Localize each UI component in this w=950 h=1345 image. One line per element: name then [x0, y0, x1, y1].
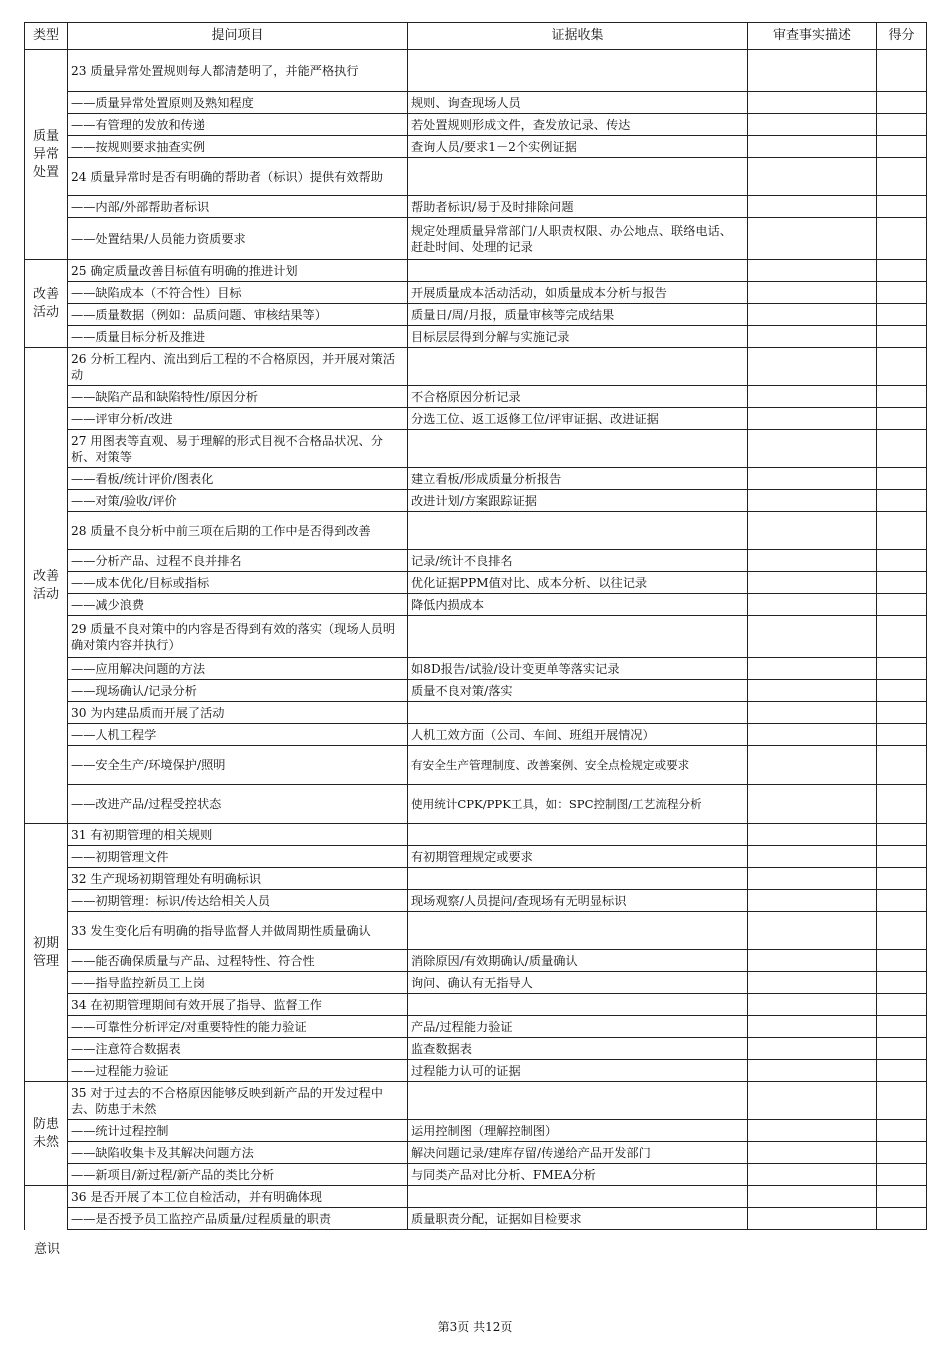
table-row	[25, 386, 927, 408]
question-cell: 26 分析工程内、流出到后工程的不合格原因，并开展对策活动	[68, 348, 408, 386]
evidence-cell	[408, 512, 748, 550]
facts-cell[interactable]	[748, 550, 877, 572]
table-row	[25, 1082, 927, 1120]
table-row	[25, 950, 927, 972]
score-cell[interactable]	[877, 616, 927, 658]
score-cell[interactable]	[877, 994, 927, 1016]
question-cell: 31 有初期管理的相关规则	[68, 824, 408, 846]
score-cell[interactable]	[877, 658, 927, 680]
facts-cell[interactable]	[748, 824, 877, 846]
facts-cell[interactable]	[748, 572, 877, 594]
question-cell: ——质量异常处置原则及熟知程度	[68, 92, 408, 114]
question-cell: ——质量数据（例如：品质问题、审核结果等）	[68, 304, 408, 326]
score-cell[interactable]	[877, 326, 927, 348]
page-footer: 第3页 共12页	[437, 1320, 513, 1334]
trailing-category-label: 意识	[34, 1242, 61, 1257]
table-header-row	[25, 23, 927, 50]
facts-cell[interactable]	[748, 50, 877, 92]
table-row	[25, 1120, 927, 1142]
score-cell[interactable]	[877, 1142, 927, 1164]
facts-cell[interactable]	[748, 92, 877, 114]
table-row	[25, 1016, 927, 1038]
table-row	[25, 158, 927, 196]
score-cell[interactable]	[877, 846, 927, 868]
evidence-cell: 质量职责分配，证据如目检要求	[408, 1208, 748, 1230]
facts-cell[interactable]	[748, 326, 877, 348]
question-cell: ——人机工程学	[68, 724, 408, 746]
evidence-cell: 改进计划/方案跟踪证据	[408, 490, 748, 512]
evidence-cell: 降低内损成本	[408, 594, 748, 616]
table-row	[25, 50, 927, 92]
table-row	[25, 972, 927, 994]
table-row	[25, 1142, 927, 1164]
table-row	[25, 468, 927, 490]
header-evidence: 证据收集	[408, 23, 748, 50]
category-cell	[25, 1186, 68, 1230]
facts-cell[interactable]	[748, 158, 877, 196]
evidence-cell: 询问、确认有无指导人	[408, 972, 748, 994]
category-cell: 质量异常处置	[25, 50, 68, 260]
question-cell: ——初期管理：标识/传达给相关人员	[68, 890, 408, 912]
evidence-cell	[408, 912, 748, 950]
table-row	[25, 136, 927, 158]
score-cell[interactable]	[877, 50, 927, 92]
question-cell: ——新项目/新过程/新产品的类比分析	[68, 1164, 408, 1186]
score-cell[interactable]	[877, 1038, 927, 1060]
question-cell: ——改进产品/过程受控状态	[68, 785, 408, 824]
facts-cell[interactable]	[748, 196, 877, 218]
score-cell[interactable]	[877, 572, 927, 594]
score-cell[interactable]	[877, 1120, 927, 1142]
evidence-cell: 有初期管理规定或要求	[408, 846, 748, 868]
score-cell[interactable]	[877, 594, 927, 616]
evidence-cell	[408, 994, 748, 1016]
question-cell: 24 质量异常时是否有明确的帮助者（标识）提供有效帮助	[68, 158, 408, 196]
question-cell: ——按规则要求抽查实例	[68, 136, 408, 158]
score-cell[interactable]	[877, 158, 927, 196]
question-cell: ——安全生产/环境保护/照明	[68, 746, 408, 785]
evidence-cell: 目标层层得到分解与实施记录	[408, 326, 748, 348]
score-cell[interactable]	[877, 490, 927, 512]
table-row	[25, 550, 927, 572]
score-cell[interactable]	[877, 260, 927, 282]
facts-cell[interactable]	[748, 408, 877, 430]
evidence-cell: 分选工位、返工返修工位/评审证据、改进证据	[408, 408, 748, 430]
question-cell: 33 发生变化后有明确的指导监督人并做周期性质量确认	[68, 912, 408, 950]
question-cell: ——初期管理文件	[68, 846, 408, 868]
table-row	[25, 824, 927, 846]
header-facts: 审查事实描述	[748, 23, 877, 50]
facts-cell[interactable]	[748, 430, 877, 468]
table-row	[25, 490, 927, 512]
facts-cell[interactable]	[748, 1038, 877, 1060]
facts-cell[interactable]	[748, 994, 877, 1016]
table-row	[25, 746, 927, 785]
evidence-cell	[408, 702, 748, 724]
facts-cell[interactable]	[748, 912, 877, 950]
evidence-cell	[408, 430, 748, 468]
evidence-cell: 有安全生产管理制度、改善案例、安全点检规定或要求	[408, 746, 748, 785]
evidence-cell: 过程能力认可的证据	[408, 1060, 748, 1082]
score-cell[interactable]	[877, 680, 927, 702]
facts-cell[interactable]	[748, 846, 877, 868]
facts-cell[interactable]	[748, 1142, 877, 1164]
question-cell: ——缺陷收集卡及其解决问题方法	[68, 1142, 408, 1164]
evidence-cell	[408, 260, 748, 282]
table-row	[25, 218, 927, 260]
score-cell[interactable]	[877, 1186, 927, 1208]
table-row	[25, 348, 927, 386]
evidence-cell: 如8D报告/试验/设计变更单等落实记录	[408, 658, 748, 680]
facts-cell[interactable]	[748, 594, 877, 616]
evidence-cell: 与同类产品对比分析、FMEA分析	[408, 1164, 748, 1186]
facts-cell[interactable]	[748, 260, 877, 282]
evidence-cell: 记录/统计不良排名	[408, 550, 748, 572]
table-row	[25, 680, 927, 702]
table-row	[25, 512, 927, 550]
category-cell: 改善活动	[25, 260, 68, 348]
facts-cell[interactable]	[748, 1016, 877, 1038]
table-row	[25, 616, 927, 658]
evidence-cell: 监查数据表	[408, 1038, 748, 1060]
facts-cell[interactable]	[748, 950, 877, 972]
question-cell: ——评审分析/改进	[68, 408, 408, 430]
table-row	[25, 572, 927, 594]
evidence-cell: 产品/过程能力验证	[408, 1016, 748, 1038]
evidence-cell: 帮助者标识/易于及时排除问题	[408, 196, 748, 218]
evidence-cell: 人机工效方面（公司、车间、班组开展情况）	[408, 724, 748, 746]
evidence-cell	[408, 158, 748, 196]
evidence-cell: 规定处理质量异常部门/人职责权限、办公地点、联络电话、赶赴时间、处理的记录	[408, 218, 748, 260]
facts-cell[interactable]	[748, 746, 877, 785]
score-cell[interactable]	[877, 92, 927, 114]
evidence-cell	[408, 348, 748, 386]
table-row	[25, 326, 927, 348]
evidence-cell: 运用控制图（理解控制图）	[408, 1120, 748, 1142]
score-cell[interactable]	[877, 348, 927, 386]
score-cell[interactable]	[877, 1060, 927, 1082]
table-row	[25, 282, 927, 304]
score-cell[interactable]	[877, 282, 927, 304]
score-cell[interactable]	[877, 824, 927, 846]
table-row	[25, 1164, 927, 1186]
score-cell[interactable]	[877, 746, 927, 785]
score-cell[interactable]	[877, 386, 927, 408]
facts-cell[interactable]	[748, 1120, 877, 1142]
facts-cell[interactable]	[748, 1060, 877, 1082]
question-cell: ——分析产品、过程不良并排名	[68, 550, 408, 572]
score-cell[interactable]	[877, 1082, 927, 1120]
table-row	[25, 92, 927, 114]
table-row	[25, 114, 927, 136]
question-cell: 32 生产现场初期管理处有明确标识	[68, 868, 408, 890]
evidence-cell	[408, 50, 748, 92]
category-cell: 改善活动	[25, 348, 68, 824]
question-cell: ——有管理的发放和传递	[68, 114, 408, 136]
header-question: 提问项目	[68, 23, 408, 50]
evidence-cell: 现场观察/人员提问/查现场有无明显标识	[408, 890, 748, 912]
evidence-cell: 查询人员/要求1－2个实例证据	[408, 136, 748, 158]
evidence-cell: 消除原因/有效期确认/质量确认	[408, 950, 748, 972]
table-row	[25, 724, 927, 746]
header-type: 类型	[25, 23, 68, 50]
evidence-cell: 解决问题记录/建库存留/传递给产品开发部门	[408, 1142, 748, 1164]
evidence-cell	[408, 1082, 748, 1120]
facts-cell[interactable]	[748, 218, 877, 260]
score-cell[interactable]	[877, 1016, 927, 1038]
facts-cell[interactable]	[748, 1082, 877, 1120]
score-cell[interactable]	[877, 1164, 927, 1186]
question-cell: ——质量目标分析及推进	[68, 326, 408, 348]
facts-cell[interactable]	[748, 724, 877, 746]
evidence-cell: 建立看板/形成质量分析报告	[408, 468, 748, 490]
table-row	[25, 658, 927, 680]
table-row	[25, 846, 927, 868]
table-row	[25, 994, 927, 1016]
question-cell: 23 质量异常处置规则每人都清楚明了，并能严格执行	[68, 50, 408, 92]
question-cell: ——统计过程控制	[68, 1120, 408, 1142]
evidence-cell: 优化证据PPM值对比、成本分析、以往记录	[408, 572, 748, 594]
question-cell: ——看板/统计评价/图表化	[68, 468, 408, 490]
question-cell: ——缺陷成本（不符合性）目标	[68, 282, 408, 304]
score-cell[interactable]	[877, 196, 927, 218]
audit-checklist-table	[24, 22, 927, 1230]
facts-cell[interactable]	[748, 348, 877, 386]
table-row	[25, 1060, 927, 1082]
facts-cell[interactable]	[748, 468, 877, 490]
evidence-cell	[408, 824, 748, 846]
score-cell[interactable]	[877, 724, 927, 746]
facts-cell[interactable]	[748, 890, 877, 912]
facts-cell[interactable]	[748, 702, 877, 724]
score-cell[interactable]	[877, 114, 927, 136]
table-row	[25, 912, 927, 950]
evidence-cell: 质量不良对策/落实	[408, 680, 748, 702]
evidence-cell	[408, 1186, 748, 1208]
question-cell: 27 用图表等直观、易于理解的形式目视不合格品状况、分析、对策等	[68, 430, 408, 468]
question-cell: 25 确定质量改善目标值有明确的推进计划	[68, 260, 408, 282]
category-cell: 初期管理	[25, 824, 68, 1082]
score-cell[interactable]	[877, 972, 927, 994]
evidence-cell	[408, 616, 748, 658]
question-cell: ——可靠性分析评定/对重要特性的能力验证	[68, 1016, 408, 1038]
facts-cell[interactable]	[748, 386, 877, 408]
question-cell: 30 为内建品质而开展了活动	[68, 702, 408, 724]
evidence-cell: 不合格原因分析记录	[408, 386, 748, 408]
table-row	[25, 260, 927, 282]
table-row	[25, 785, 927, 824]
question-cell: ——应用解决问题的方法	[68, 658, 408, 680]
facts-cell[interactable]	[748, 136, 877, 158]
facts-cell[interactable]	[748, 114, 877, 136]
table-row	[25, 1208, 927, 1230]
question-cell: ——内部/外部帮助者标识	[68, 196, 408, 218]
score-cell[interactable]	[877, 1208, 927, 1230]
question-cell: ——成本优化/目标或指标	[68, 572, 408, 594]
table-row	[25, 408, 927, 430]
category-cell: 防患未然	[25, 1082, 68, 1186]
table-row	[25, 890, 927, 912]
score-cell[interactable]	[877, 950, 927, 972]
facts-cell[interactable]	[748, 282, 877, 304]
evidence-cell	[408, 868, 748, 890]
question-cell: 36 是否开展了本工位自检活动，并有明确体现	[68, 1186, 408, 1208]
header-score: 得分	[877, 23, 927, 50]
facts-cell[interactable]	[748, 616, 877, 658]
score-cell[interactable]	[877, 430, 927, 468]
evidence-cell: 使用统计CPK/PPK工具，如：SPC控制图/工艺流程分析	[408, 785, 748, 824]
score-cell[interactable]	[877, 218, 927, 260]
question-cell: ——现场确认/记录分析	[68, 680, 408, 702]
question-cell: ——缺陷产品和缺陷特性/原因分析	[68, 386, 408, 408]
score-cell[interactable]	[877, 702, 927, 724]
question-cell: ——是否授予员工监控产品质量/过程质量的职责	[68, 1208, 408, 1230]
facts-cell[interactable]	[748, 972, 877, 994]
score-cell[interactable]	[877, 304, 927, 326]
evidence-cell: 质量日/周/月报，质量审核等完成结果	[408, 304, 748, 326]
evidence-cell: 若处置规则形成文件，查发放记录、传达	[408, 114, 748, 136]
facts-cell[interactable]	[748, 490, 877, 512]
facts-cell[interactable]	[748, 680, 877, 702]
question-cell: 35 对于过去的不合格原因能够反映到新产品的开发过程中去、防患于未然	[68, 1082, 408, 1120]
question-cell: ——过程能力验证	[68, 1060, 408, 1082]
score-cell[interactable]	[877, 550, 927, 572]
question-cell: 28 质量不良分析中前三项在后期的工作中是否得到改善	[68, 512, 408, 550]
facts-cell[interactable]	[748, 1208, 877, 1230]
question-cell: ——指导监控新员工上岗	[68, 972, 408, 994]
score-cell[interactable]	[877, 868, 927, 890]
facts-cell[interactable]	[748, 868, 877, 890]
question-cell: 34 在初期管理期间有效开展了指导、监督工作	[68, 994, 408, 1016]
score-cell[interactable]	[877, 136, 927, 158]
question-cell: ——能否确保质量与产品、过程特性、符合性	[68, 950, 408, 972]
table-row	[25, 702, 927, 724]
table-row	[25, 430, 927, 468]
question-cell: ——处置结果/人员能力资质要求	[68, 218, 408, 260]
facts-cell[interactable]	[748, 658, 877, 680]
facts-cell[interactable]	[748, 304, 877, 326]
facts-cell[interactable]	[748, 1164, 877, 1186]
question-cell: ——对策/验收/评价	[68, 490, 408, 512]
question-cell: ——减少浪费	[68, 594, 408, 616]
evidence-cell: 规则、询查现场人员	[408, 92, 748, 114]
score-cell[interactable]	[877, 912, 927, 950]
score-cell[interactable]	[877, 408, 927, 430]
facts-cell[interactable]	[748, 512, 877, 550]
question-cell: 29 质量不良对策中的内容是否得到有效的落实（现场人员明确对策内容并执行）	[68, 616, 408, 658]
table-row	[25, 1186, 927, 1208]
score-cell[interactable]	[877, 890, 927, 912]
table-row	[25, 196, 927, 218]
score-cell[interactable]	[877, 468, 927, 490]
table-row	[25, 1038, 927, 1060]
facts-cell[interactable]	[748, 1186, 877, 1208]
table-row	[25, 868, 927, 890]
evidence-cell: 开展质量成本活动活动，如质量成本分析与报告	[408, 282, 748, 304]
facts-cell[interactable]	[748, 785, 877, 824]
score-cell[interactable]	[877, 512, 927, 550]
table-row	[25, 304, 927, 326]
table-row	[25, 594, 927, 616]
question-cell: ——注意符合数据表	[68, 1038, 408, 1060]
score-cell[interactable]	[877, 785, 927, 824]
